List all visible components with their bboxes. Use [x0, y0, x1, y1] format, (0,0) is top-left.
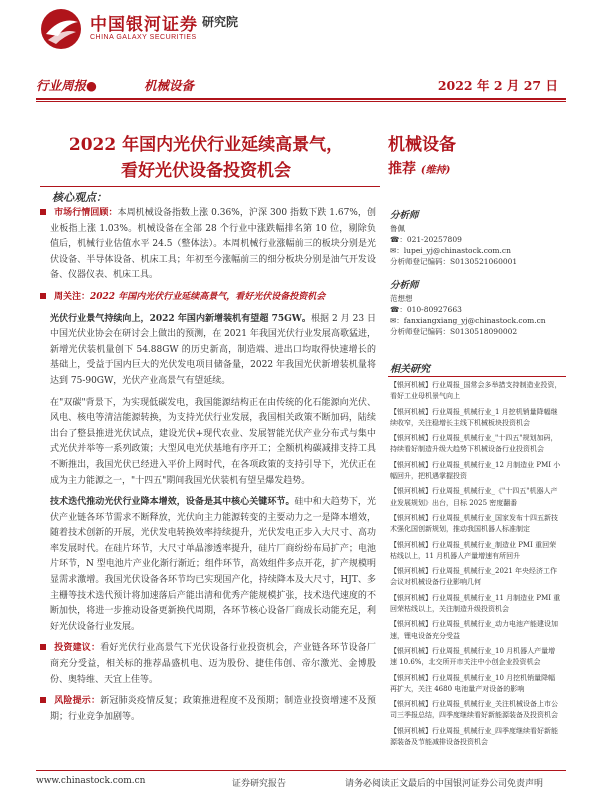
report-date: 2022 年 2 月 27 日 — [437, 78, 558, 93]
bullet-icon — [40, 293, 46, 299]
bullet-icon — [40, 644, 46, 650]
footer-website[interactable]: www.chinastock.com.cn — [36, 776, 146, 786]
related-research-list — [390, 380, 562, 752]
analyst-phone: ☎：021-20257809 — [390, 235, 462, 244]
market-review-text: 本周机械设备指数上涨 0.36%，沪深 300 指数下跌 1.67%，创业板指上涨 1.03%。机械设备在全部 28 个行业中涨跌幅排名第 10 位，剔除负值后，机械行业估值水平 24.5（整体法）。本周机械行业涨幅前三的板块分别是光伏设备、半导体设备、机床工具；年初至今涨幅前三的细分板块分别是油气开发设备、仪器仪表、机床工具。 — [50, 208, 376, 281]
related-research-item[interactable]: 【银河机械】行业周报_机械行业_"十四五"规划加码，持续看好制造升级大趋势下机械设备行业投资机会 — [390, 434, 558, 454]
analyst-name: 鲁佩 — [390, 224, 405, 233]
investment-advice — [50, 641, 376, 688]
weekly-focus — [50, 290, 376, 306]
related-research-item[interactable]: 【银河机械】行业周报_机械行业_10 月挖机销量降幅再扩大，关注 4680 电池量产对设备的影响 — [390, 673, 556, 693]
related-research-item[interactable]: 【银河机械】行业周报_机械行业_2021 年央经济工作会议对机械设备行业影响几何 — [390, 567, 558, 587]
analyst-email[interactable]: ✉：lupei_yj@chinastock.com.cn — [390, 246, 511, 255]
analyst-role: 分析师 — [390, 210, 419, 221]
related-research-heading: 相关研究 — [390, 364, 430, 375]
institute-label: 研究院 — [202, 15, 239, 29]
market-review — [50, 206, 376, 284]
analyst-phone: ☎：010-80927663 — [390, 305, 462, 314]
analyst-reg: 分析师登记编码：S0130521060001 — [390, 257, 518, 266]
report-header — [0, 0, 600, 60]
rating-note: (维持) — [420, 165, 451, 176]
related-research-item[interactable]: 【银河机械】行业周报_机械行业_四季度继续看好新能源装备及节能减排设备投资机会 — [390, 726, 558, 747]
divider — [36, 98, 566, 100]
risk-text: 新冠肺炎疫情反复；政策推进程度不及预期；制造业投资增速不及预期；行业竞争加剧等。 — [50, 696, 376, 722]
report-type-bar — [36, 76, 566, 98]
footer-disclaimer: 请务必阅读正文最后的中国银河证券公司免责声明 — [345, 779, 544, 789]
rating-value: 推荐 — [388, 161, 416, 177]
report-type: 行业周报● — [36, 78, 97, 93]
report-title-line1: 2022 年国内光伏行业延续高景气， — [68, 135, 344, 155]
bullet-icon — [40, 697, 46, 703]
risk-warning — [50, 694, 376, 725]
analyst-card — [390, 208, 517, 267]
rating — [388, 158, 450, 178]
related-research-item[interactable]: 【银河机械】行业周报_机械行业_关注机械设备上市公司三季报总结，四季度继续看好新能源装备及投资机会 — [390, 700, 558, 720]
core-view-label: 核心观点： — [52, 191, 107, 204]
brand-name: 中国银河证券 — [90, 15, 198, 35]
divider — [36, 770, 566, 771]
market-review-label: 市场行情回顾： — [54, 208, 118, 218]
main-body — [50, 206, 376, 731]
report-sector: 机械设备 — [144, 78, 195, 93]
related-research-item[interactable]: 【银河机械】行业周报_机械行业_制造业 PMI 重回荣枯线以上，11 月机器人产量增速有所回升 — [390, 540, 557, 560]
bullet-icon — [40, 209, 46, 215]
sidebar-sector: 机械设备 — [388, 135, 456, 155]
related-research-item[interactable]: 【银河机械】行业周报_机械行业_10 月机器人产量增速 10.6%，北交所开市关注中小创企业投资机会 — [390, 646, 556, 667]
related-research-item[interactable]: 【银河机械】行业周报_机械行业_《"十四五"机器人产业发展规划》出台，目标 2025 密度翻番 — [390, 487, 558, 507]
advice-label: 投资建议： — [54, 643, 101, 654]
analyst-name: 范想想 — [390, 294, 413, 303]
brand-name-en: CHINA GALAXY SECURITIES — [90, 34, 197, 41]
paragraph-2: 在"双碳"背景下，为实现低碳发电，我国能源结构正在由传统的化石能源向光伏、风电、核电等清洁能源转换，为支持光伏行业发展，我国相关政策不断加码，陆续出台了整县推进光伏试点，建设光伏+现代农业、发展智能光伏产业分布式与集中式光伏并举等一系列政策；大型风电光伏基地有序开工；全额机构碳减排支持工具不断推出，我国光伏已经进入平价上网时代，在各项政策的支持引导下，光伏正在成为主力能源之一，"十四五"期间我国光伏装机有望呈爆发趋势。 — [50, 397, 376, 486]
risk-label: 风险提示： — [54, 696, 101, 707]
related-research-item[interactable]: 【银河机械】行业周报_国常会多举措支持制造业投资，看好工业母机景气向上 — [390, 381, 562, 401]
analyst-email[interactable]: ✉：fanxiangxiang_yj@chinastock.com.cn — [390, 316, 546, 325]
focus-label: 周关注： — [54, 291, 91, 302]
focus-text: 2022 年国内光伏行业延续高景气，看好光伏设备投资机会 — [90, 291, 326, 302]
galaxy-logo-icon — [38, 6, 84, 52]
paragraph-1 — [50, 312, 376, 390]
divider — [388, 376, 566, 377]
analyst-reg: 分析师登记编码：S0130518090002 — [390, 327, 518, 336]
related-research-item[interactable]: 【银河机械】行业周报_机械行业_11 月制造业 PMI 重回荣枯线以上，关注制造升级投资机会 — [390, 593, 561, 614]
related-research-item[interactable]: 【银河机械】行业周报_机械行业_12 月制造业 PMI 小幅回升，把机遇掌握投资 — [390, 460, 561, 481]
p3-text: 硅中和大趋势下，光伏产业链各环节需求不断释放，光伏向主力能源转变的主要动力之一是降本增效，随着技术创新的开展，光伏发电转换效率持续提升，光伏发电正步入大尺寸、高功率发展时代。在硅片环节，大尺寸单晶渗透率提升，硅片厂商纷纷布局扩产；电池片环节，N 型电池片产业化渐行渐近；组件环节，高效组件多点开花，扩产规模明显需求激增。我国光伏设备各环节均已实现国产化，持续降本及大尺寸，HJT、多主栅等技术迭代预计将加速落后产能出清和优秀产能规模扩张，技术迭代速度的不断加快，将进一步推动设备更新换代周期，各环节核心设备厂商成长动能充足，利好光伏设备行业发展。 — [50, 497, 376, 632]
analyst-card — [390, 278, 546, 337]
footer-doc-type: 证券研究报告 — [232, 779, 287, 789]
paragraph-3 — [50, 495, 376, 635]
advice-text: 看好光伏行业高景气下光伏设备行业投资机会，产业链各环节设备厂商充分受益，相关标的推荐晶盛机电、迈为股份、捷佳伟创、帝尔激光、金博股份、奥特维、天宜上佳等。 — [50, 643, 376, 685]
p3-heading: 技术迭代推动光伏行业降本增效，设备是其中核心关键环节。 — [50, 497, 295, 508]
divider — [40, 186, 380, 187]
divider — [36, 101, 566, 102]
report-title-line2: 看好光伏设备投资机会 — [121, 161, 291, 181]
related-research-item[interactable]: 【银河机械】行业周报_机械行业_动力电池产能建设加速，锂电设备充分受益 — [390, 620, 558, 640]
related-research-item[interactable]: 【银河机械】行业周报_机械行业_国家发布十四五新技术强化国创新规划，推动我国机器人标准制定 — [390, 513, 558, 534]
p1-text: 根据 2 月 23 日中国光伏业协会在研讨会上做出的预测，在 2021 年我国光伏行业发展高歌猛进，新增光伏装机量创下 54.88GW 的历史新高，制造端、进出口均取得快速增长的基础上，受益于国内巨大的光伏发电项目储备量，2022 年我国光伏新增装机量将达到 75-90GW，光伏产业高景气有望延续。 — [50, 313, 377, 386]
p1-heading: 光伏行业景气持续向上，2022 年国内新增装机有望超 75GW。 — [50, 313, 311, 324]
analyst-role: 分析师 — [390, 280, 419, 291]
related-research-item[interactable]: 【银河机械】行业周报_机械行业_1 月挖机销量降幅继续收窄，关注稳增长主线下机械板块投资机会 — [390, 407, 558, 427]
